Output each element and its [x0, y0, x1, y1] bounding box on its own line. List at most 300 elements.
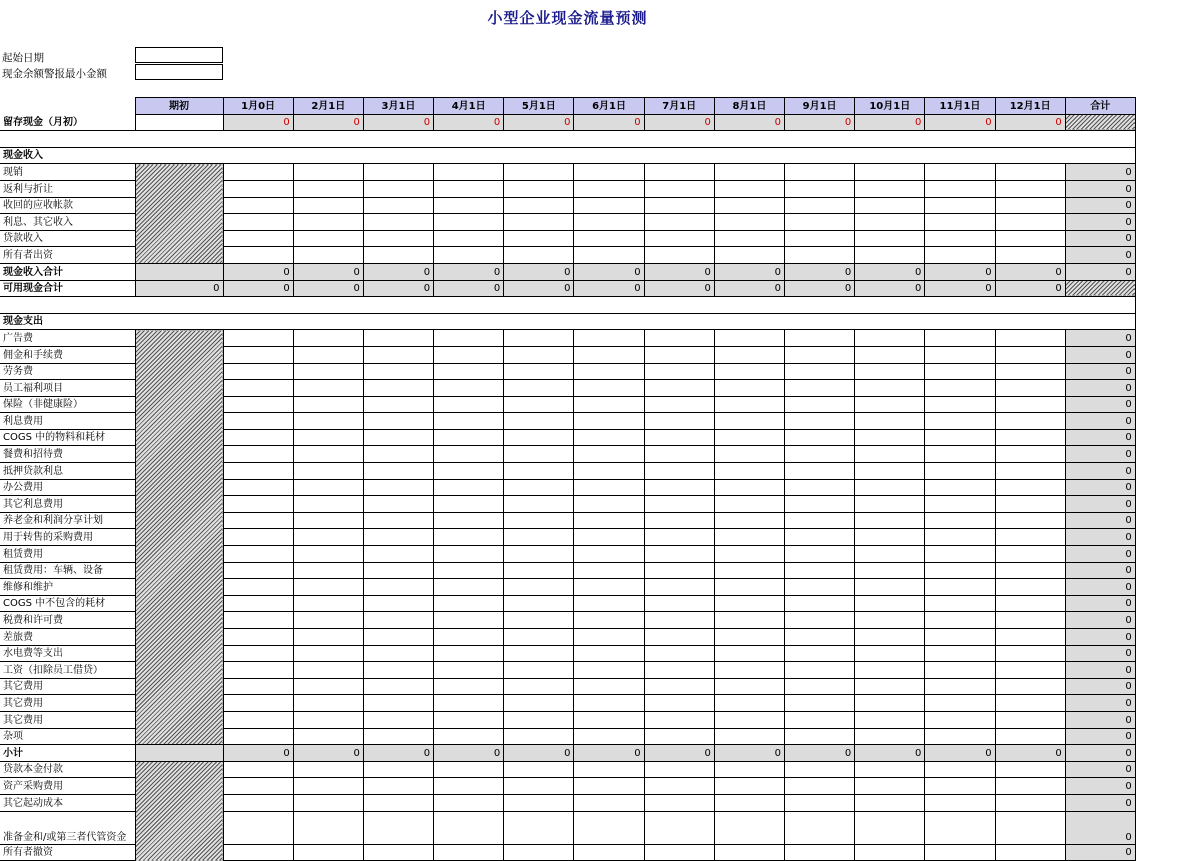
input-cell[interactable] — [504, 396, 574, 413]
input-cell[interactable] — [925, 479, 995, 496]
input-cell[interactable] — [363, 612, 433, 629]
input-cell[interactable] — [785, 728, 855, 745]
input-cell[interactable] — [504, 413, 574, 430]
input-cell[interactable] — [293, 761, 363, 778]
input-cell[interactable] — [995, 678, 1065, 695]
input-cell[interactable] — [223, 180, 293, 197]
input-cell[interactable] — [363, 197, 433, 214]
input-cell[interactable] — [644, 496, 714, 513]
input-cell[interactable] — [785, 778, 855, 795]
input-cell[interactable] — [785, 346, 855, 363]
input-cell[interactable] — [855, 330, 925, 347]
input-cell[interactable] — [223, 678, 293, 695]
input-cell[interactable] — [995, 479, 1065, 496]
input-cell[interactable] — [925, 595, 995, 612]
input-cell[interactable] — [293, 711, 363, 728]
input-cell[interactable] — [714, 512, 784, 529]
input-cell[interactable] — [223, 429, 293, 446]
input-cell[interactable] — [223, 612, 293, 629]
input-cell[interactable] — [574, 645, 644, 662]
input-cell[interactable] — [434, 794, 504, 811]
input-cell[interactable] — [995, 794, 1065, 811]
input-cell[interactable] — [644, 180, 714, 197]
input-cell[interactable] — [925, 512, 995, 529]
input-cell[interactable] — [785, 429, 855, 446]
input-cell[interactable] — [925, 794, 995, 811]
input-cell[interactable] — [995, 695, 1065, 712]
input-cell[interactable] — [363, 247, 433, 264]
input-cell[interactable] — [504, 230, 574, 247]
input-cell[interactable] — [434, 695, 504, 712]
input-cell[interactable] — [855, 496, 925, 513]
input-cell[interactable] — [223, 645, 293, 662]
input-cell[interactable] — [995, 529, 1065, 546]
input-cell[interactable] — [434, 562, 504, 579]
input-cell[interactable] — [644, 214, 714, 231]
input-cell[interactable] — [223, 479, 293, 496]
input-cell[interactable] — [714, 463, 784, 480]
input-cell[interactable] — [223, 247, 293, 264]
input-cell[interactable] — [223, 214, 293, 231]
input-cell[interactable] — [293, 180, 363, 197]
input-cell[interactable] — [644, 247, 714, 264]
input-cell[interactable] — [434, 164, 504, 181]
input-cell[interactable] — [574, 197, 644, 214]
input-cell[interactable] — [785, 230, 855, 247]
input-cell[interactable] — [644, 429, 714, 446]
input-cell[interactable] — [504, 579, 574, 596]
input-cell[interactable] — [434, 429, 504, 446]
input-cell[interactable] — [644, 479, 714, 496]
input-cell[interactable] — [714, 197, 784, 214]
input-cell[interactable] — [363, 479, 433, 496]
input-cell[interactable] — [714, 346, 784, 363]
input-cell[interactable] — [855, 247, 925, 264]
input-cell[interactable] — [504, 446, 574, 463]
input-cell[interactable] — [363, 711, 433, 728]
input-cell[interactable] — [644, 629, 714, 646]
input-cell[interactable] — [223, 446, 293, 463]
input-cell[interactable] — [574, 629, 644, 646]
input-cell[interactable] — [855, 645, 925, 662]
input-cell[interactable] — [925, 396, 995, 413]
input-cell[interactable] — [223, 330, 293, 347]
input-cell[interactable] — [223, 579, 293, 596]
input-cell[interactable] — [574, 396, 644, 413]
input-cell[interactable] — [363, 728, 433, 745]
input-cell[interactable] — [223, 778, 293, 795]
input-cell[interactable] — [504, 529, 574, 546]
input-cell[interactable] — [223, 363, 293, 380]
input-cell[interactable] — [363, 794, 433, 811]
input-cell[interactable] — [363, 695, 433, 712]
input-cell[interactable] — [785, 463, 855, 480]
input-cell[interactable] — [644, 645, 714, 662]
input-cell[interactable] — [293, 164, 363, 181]
input-cell[interactable] — [785, 380, 855, 397]
input-cell[interactable] — [434, 330, 504, 347]
input-cell[interactable] — [995, 330, 1065, 347]
input-cell[interactable] — [574, 612, 644, 629]
input-cell[interactable] — [644, 197, 714, 214]
input-cell[interactable] — [995, 562, 1065, 579]
input-cell[interactable] — [785, 479, 855, 496]
input-cell[interactable] — [785, 164, 855, 181]
input-cell[interactable] — [574, 230, 644, 247]
input-cell[interactable] — [574, 346, 644, 363]
input-cell[interactable] — [434, 711, 504, 728]
input-cell[interactable] — [574, 844, 644, 861]
input-cell[interactable] — [785, 446, 855, 463]
input-cell[interactable] — [785, 595, 855, 612]
input-cell[interactable] — [223, 811, 293, 844]
input-cell[interactable] — [995, 512, 1065, 529]
input-cell[interactable] — [293, 396, 363, 413]
input-cell[interactable] — [644, 446, 714, 463]
input-cell[interactable] — [644, 612, 714, 629]
input-cell[interactable] — [925, 164, 995, 181]
input-cell[interactable] — [434, 645, 504, 662]
input-cell[interactable] — [223, 413, 293, 430]
input-cell[interactable] — [714, 413, 784, 430]
input-cell[interactable] — [363, 463, 433, 480]
input-cell[interactable] — [995, 413, 1065, 430]
input-cell[interactable] — [363, 645, 433, 662]
input-cell[interactable] — [434, 811, 504, 844]
input-cell[interactable] — [504, 595, 574, 612]
input-cell[interactable] — [504, 794, 574, 811]
input-cell[interactable] — [714, 380, 784, 397]
input-cell[interactable] — [714, 794, 784, 811]
input-cell[interactable] — [504, 695, 574, 712]
input-cell[interactable] — [995, 396, 1065, 413]
input-cell[interactable] — [855, 214, 925, 231]
input-cell[interactable] — [785, 180, 855, 197]
input-cell[interactable] — [925, 429, 995, 446]
input-cell[interactable] — [293, 778, 363, 795]
input-cell[interactable] — [434, 363, 504, 380]
input-cell[interactable] — [995, 380, 1065, 397]
input-cell[interactable] — [925, 811, 995, 844]
input-cell[interactable] — [223, 761, 293, 778]
input-cell[interactable] — [855, 479, 925, 496]
input-cell[interactable] — [434, 413, 504, 430]
input-cell[interactable] — [855, 662, 925, 679]
input-cell[interactable] — [434, 380, 504, 397]
input-cell[interactable] — [644, 363, 714, 380]
input-cell[interactable] — [574, 164, 644, 181]
input-cell[interactable] — [995, 761, 1065, 778]
input-cell[interactable] — [995, 629, 1065, 646]
input-cell[interactable] — [785, 562, 855, 579]
input-cell[interactable] — [855, 429, 925, 446]
input-cell[interactable] — [504, 678, 574, 695]
input-cell[interactable] — [293, 512, 363, 529]
input-cell[interactable] — [293, 247, 363, 264]
input-cell[interactable] — [434, 662, 504, 679]
input-cell[interactable] — [925, 247, 995, 264]
input-cell[interactable] — [785, 330, 855, 347]
input-cell[interactable] — [644, 778, 714, 795]
input-cell[interactable] — [223, 728, 293, 745]
input-cell[interactable] — [434, 180, 504, 197]
input-cell[interactable] — [363, 413, 433, 430]
input-cell[interactable] — [644, 811, 714, 844]
input-cell[interactable] — [855, 396, 925, 413]
input-cell[interactable] — [434, 512, 504, 529]
input-cell[interactable] — [644, 794, 714, 811]
input-cell[interactable] — [714, 761, 784, 778]
input-cell[interactable] — [574, 496, 644, 513]
input-cell[interactable] — [785, 363, 855, 380]
input-cell[interactable] — [925, 662, 995, 679]
input-cell[interactable] — [504, 844, 574, 861]
input-cell[interactable] — [574, 761, 644, 778]
input-cell[interactable] — [223, 463, 293, 480]
input-cell[interactable] — [363, 761, 433, 778]
input-cell[interactable] — [293, 363, 363, 380]
input-cell[interactable] — [434, 761, 504, 778]
input-cell[interactable] — [363, 380, 433, 397]
input-cell[interactable] — [714, 778, 784, 795]
input-cell[interactable] — [504, 811, 574, 844]
input-cell[interactable] — [714, 695, 784, 712]
input-cell[interactable] — [504, 463, 574, 480]
input-cell[interactable] — [363, 214, 433, 231]
input-cell[interactable] — [785, 413, 855, 430]
input-cell[interactable] — [644, 330, 714, 347]
input-cell[interactable] — [925, 579, 995, 596]
input-cell[interactable] — [785, 512, 855, 529]
input-cell[interactable] — [855, 180, 925, 197]
input-cell[interactable] — [293, 330, 363, 347]
input-cell[interactable] — [293, 496, 363, 513]
input-cell[interactable] — [855, 678, 925, 695]
input-cell[interactable] — [293, 629, 363, 646]
input-cell[interactable] — [714, 612, 784, 629]
input-cell[interactable] — [293, 662, 363, 679]
input-cell[interactable] — [855, 346, 925, 363]
input-cell[interactable] — [644, 761, 714, 778]
input-cell[interactable] — [434, 546, 504, 563]
input-cell[interactable] — [504, 346, 574, 363]
input-cell[interactable] — [995, 728, 1065, 745]
input-cell[interactable] — [293, 380, 363, 397]
input-cell[interactable] — [504, 180, 574, 197]
input-cell[interactable] — [574, 579, 644, 596]
input-cell[interactable] — [785, 579, 855, 596]
input-cell[interactable] — [644, 463, 714, 480]
input-cell[interactable] — [223, 164, 293, 181]
input-cell[interactable] — [925, 728, 995, 745]
input-cell[interactable] — [223, 562, 293, 579]
input-cell[interactable] — [714, 711, 784, 728]
input-cell[interactable] — [925, 463, 995, 480]
input-cell[interactable] — [504, 512, 574, 529]
input-cell[interactable] — [363, 629, 433, 646]
input-cell[interactable] — [995, 180, 1065, 197]
input-cell[interactable] — [293, 811, 363, 844]
input-cell[interactable] — [855, 197, 925, 214]
input-cell[interactable] — [995, 346, 1065, 363]
input-cell[interactable] — [574, 479, 644, 496]
input-cell[interactable] — [223, 512, 293, 529]
input-cell[interactable] — [363, 844, 433, 861]
input-cell[interactable] — [995, 446, 1065, 463]
input-cell[interactable] — [363, 164, 433, 181]
input-cell[interactable] — [785, 811, 855, 844]
input-cell[interactable] — [714, 396, 784, 413]
input-cell[interactable] — [925, 214, 995, 231]
input-cell[interactable] — [855, 728, 925, 745]
input-cell[interactable] — [574, 247, 644, 264]
input-cell[interactable] — [504, 612, 574, 629]
input-cell[interactable] — [363, 180, 433, 197]
input-cell[interactable] — [363, 579, 433, 596]
input-cell[interactable] — [644, 728, 714, 745]
input-cell[interactable] — [714, 214, 784, 231]
input-cell[interactable] — [995, 247, 1065, 264]
input-cell[interactable] — [504, 214, 574, 231]
input-cell[interactable] — [363, 811, 433, 844]
input-cell[interactable] — [293, 546, 363, 563]
input-cell[interactable] — [223, 197, 293, 214]
input-cell[interactable] — [363, 562, 433, 579]
input-cell[interactable] — [434, 446, 504, 463]
input-cell[interactable] — [785, 844, 855, 861]
input-cell[interactable] — [714, 429, 784, 446]
input-cell[interactable] — [363, 512, 433, 529]
input-cell[interactable] — [855, 595, 925, 612]
input-cell[interactable] — [574, 695, 644, 712]
input-cell[interactable] — [363, 546, 433, 563]
input-cell[interactable] — [925, 496, 995, 513]
input-cell[interactable] — [363, 330, 433, 347]
input-cell[interactable] — [504, 479, 574, 496]
input-cell[interactable] — [293, 678, 363, 695]
input-cell[interactable] — [925, 629, 995, 646]
input-cell[interactable] — [434, 197, 504, 214]
input-cell[interactable] — [434, 230, 504, 247]
input-cell[interactable] — [785, 645, 855, 662]
input-cell[interactable] — [293, 429, 363, 446]
input-cell[interactable] — [644, 529, 714, 546]
input-cell[interactable] — [293, 562, 363, 579]
input-cell[interactable] — [714, 579, 784, 596]
input-cell[interactable] — [855, 711, 925, 728]
input-cell[interactable] — [925, 562, 995, 579]
input-cell[interactable] — [293, 529, 363, 546]
input-cell[interactable] — [785, 662, 855, 679]
input-cell[interactable] — [363, 529, 433, 546]
input-cell[interactable] — [855, 844, 925, 861]
input-cell[interactable] — [574, 711, 644, 728]
input-cell[interactable] — [714, 629, 784, 646]
input-cell[interactable] — [434, 778, 504, 795]
input-cell[interactable] — [995, 579, 1065, 596]
input-cell[interactable] — [223, 662, 293, 679]
input-cell[interactable] — [714, 844, 784, 861]
input-cell[interactable] — [363, 496, 433, 513]
input-cell[interactable] — [293, 230, 363, 247]
input-cell[interactable] — [925, 230, 995, 247]
input-cell[interactable] — [363, 346, 433, 363]
input-cell[interactable] — [574, 778, 644, 795]
input-cell[interactable] — [223, 844, 293, 861]
input-cell[interactable] — [925, 645, 995, 662]
input-cell[interactable] — [223, 595, 293, 612]
input-cell[interactable] — [574, 678, 644, 695]
input-cell[interactable] — [293, 214, 363, 231]
input-cell[interactable] — [925, 180, 995, 197]
input-cell[interactable] — [785, 794, 855, 811]
input-cell[interactable] — [504, 330, 574, 347]
input-cell[interactable] — [574, 529, 644, 546]
input-cell[interactable] — [995, 496, 1065, 513]
input-cell[interactable] — [293, 197, 363, 214]
input-cell[interactable] — [223, 711, 293, 728]
input-cell[interactable] — [925, 678, 995, 695]
input-cell[interactable] — [714, 446, 784, 463]
input-cell[interactable] — [925, 330, 995, 347]
input-cell[interactable] — [995, 164, 1065, 181]
input-cell[interactable] — [995, 463, 1065, 480]
input-cell[interactable] — [434, 844, 504, 861]
input-cell[interactable] — [785, 396, 855, 413]
input-cell[interactable] — [504, 380, 574, 397]
input-cell[interactable] — [855, 380, 925, 397]
input-cell[interactable] — [363, 678, 433, 695]
input-cell[interactable] — [223, 346, 293, 363]
input-cell[interactable] — [925, 413, 995, 430]
input-cell[interactable] — [995, 645, 1065, 662]
input-cell[interactable] — [855, 446, 925, 463]
input-cell[interactable] — [434, 612, 504, 629]
input-cell[interactable] — [574, 413, 644, 430]
input-cell[interactable] — [785, 629, 855, 646]
input-cell[interactable] — [644, 164, 714, 181]
input-cell[interactable] — [855, 463, 925, 480]
input-cell[interactable] — [925, 529, 995, 546]
input-cell[interactable] — [925, 380, 995, 397]
input-cell[interactable] — [504, 429, 574, 446]
input-cell[interactable] — [363, 446, 433, 463]
input-cell[interactable] — [363, 778, 433, 795]
input-cell[interactable] — [223, 529, 293, 546]
input-cell[interactable] — [644, 695, 714, 712]
input-cell[interactable] — [855, 695, 925, 712]
input-cell[interactable] — [644, 546, 714, 563]
input-cell[interactable] — [714, 645, 784, 662]
input-cell[interactable] — [855, 529, 925, 546]
input-cell[interactable] — [925, 446, 995, 463]
input-cell[interactable] — [714, 728, 784, 745]
input-cell[interactable] — [995, 429, 1065, 446]
input-cell[interactable] — [995, 197, 1065, 214]
input-cell[interactable] — [995, 363, 1065, 380]
input-cell[interactable] — [785, 612, 855, 629]
input-cell[interactable] — [223, 396, 293, 413]
input-cell[interactable] — [574, 512, 644, 529]
input-cell[interactable] — [995, 214, 1065, 231]
input-cell[interactable] — [785, 247, 855, 264]
input-cell[interactable] — [714, 546, 784, 563]
input-cell[interactable] — [223, 695, 293, 712]
input-cell[interactable] — [574, 330, 644, 347]
input-cell[interactable] — [714, 363, 784, 380]
input-cell[interactable] — [363, 230, 433, 247]
input-cell[interactable] — [855, 562, 925, 579]
